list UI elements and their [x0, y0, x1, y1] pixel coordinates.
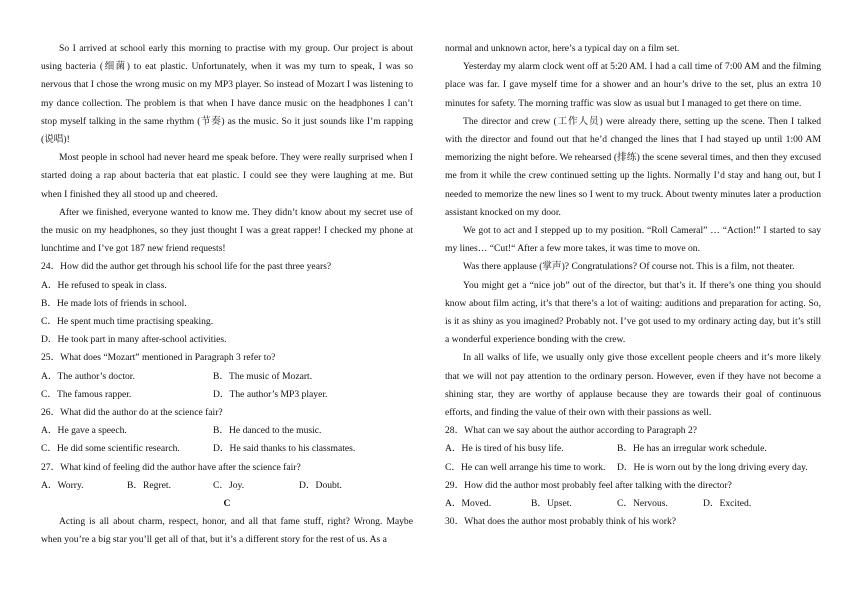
option: C．He spent much time practising speaking.	[41, 316, 214, 328]
option: B．The music of Mozart.	[213, 370, 313, 382]
question-30: 30．What does the author most probably think of his work?	[445, 516, 677, 528]
options-row	[445, 495, 821, 513]
options-row	[41, 422, 413, 440]
option: D．Doubt.	[299, 479, 342, 491]
question-27: 27．What kind of feeling did the author have after the science fair?	[41, 461, 301, 473]
options-row	[41, 477, 413, 495]
paragraph: normal and unknown actor, here’s a typical day on a film set.	[445, 43, 680, 54]
option: A．Moved.	[445, 498, 492, 510]
question-28: 28．What can we say about the author according to Paragraph 2?	[445, 425, 698, 437]
question-29: 29．How did the author most probably feel after talking with the director?	[445, 479, 732, 491]
option: C．Nervous.	[617, 498, 668, 510]
paragraph: Was there applause (掌声)? Congratulations? Of course not. This is a film, not theater.	[463, 261, 795, 273]
paragraph: In all walks of life, we usually only give those excellent people cheers and it’s more likely that we will not pay attention to the ordinary person. However, even if they have not become a shining star, they are worthy of applause because they are towards their goal of continuous efforts, and finding the value of their own with their passions as well.	[445, 352, 821, 419]
paragraph: You might get a “nice job” out of the director, but that’s it. If there’s one thing you should know about film acting, it’s that there’s a lot of waiting: auditions and preparation for acting. So, is it as shiny as you imagined? Probably not. I’ve got used to my ordinary acting day, but it’s still a wonderful experience bonding with the crew.	[445, 279, 821, 346]
option: B．Upset.	[531, 498, 572, 510]
option: C．Joy.	[213, 479, 245, 491]
options-row	[445, 440, 821, 458]
section-heading: C	[223, 498, 231, 510]
paragraph: Acting is all about charm, respect, honor, and all that fame stuff, right? Wrong. Maybe when you’re a big star you’ll get all of that, but it’s a different story for the rest of us. As a	[41, 516, 413, 546]
option: C．He did some scientific research.	[41, 443, 180, 455]
option: A．He is tired of his busy life.	[445, 443, 564, 455]
option: C．The famous rapper.	[41, 388, 132, 400]
option: A．He gave a speech.	[41, 425, 127, 437]
option: B．He made lots of friends in school.	[41, 297, 187, 309]
question-24: 24．How did the author get through his school life for the past three years?	[41, 261, 332, 273]
paragraph: The director and crew (工作人员) were already there, setting up the scene. Then I talked with the director and found out that he’d changed the lines that I had stayed up until 1:00 AM memorizing the night before. We rehearsed (排练) the scene several times, and then they excused me from it while the crew continued setting up the lights. Normally I’d stay and hang out, but I needed to memorize the new lines so I went to my truck. About twenty minutes later a production assistant knocked on my door.	[445, 115, 821, 218]
option: D．He is worn out by the long driving every day.	[617, 461, 808, 473]
options-row	[41, 386, 413, 404]
option: C．He can well arrange his time to work.	[445, 461, 606, 473]
option: D．Excited.	[703, 498, 752, 510]
paragraph: Most people in school had never heard me speak before. They were really surprised when I started doing a rap about bacteria that eat plastic. I could see they were laughing at me. But when I finished they all stood up and cheered.	[41, 152, 413, 200]
paragraph: Yesterday my alarm clock went off at 5:20 AM. I had a call time of 7:00 AM and the filming place was far. I gave myself time for a shower and an hour’s drive to the set, plus an extra 10 minutes for safety. The morning traffic was slow as usual but I managed to get there on time.	[445, 61, 821, 109]
options-row	[445, 459, 821, 477]
question-25: 25．What does “Mozart” mentioned in Paragraph 3 refer to?	[41, 352, 276, 364]
option: A．The author’s doctor.	[41, 370, 135, 382]
options-row	[41, 368, 413, 386]
paragraph: After we finished, everyone wanted to know me. They didn’t know about my secret use of the music on my headphones, so they just thought I was a great rapper! I checked my phone at lunchtime and I’ve got 187 new friend requests!	[41, 206, 413, 255]
left-column	[41, 40, 413, 550]
option: D．He said thanks to his classmates.	[213, 443, 356, 455]
question-26: 26．What did the author do at the science fair?	[41, 407, 223, 419]
option: B．Regret.	[127, 479, 171, 491]
right-column	[445, 40, 821, 531]
option: D．He took part in many after-school activities.	[41, 334, 227, 346]
paragraph: We got to act and I stepped up to my position. “Roll Cameral” … “Action!” I started to say my lines… “Cut!“ After a few more takes, it was time to move on.	[445, 225, 821, 255]
option: B．He danced to the music.	[213, 425, 322, 437]
option: D．The author’s MP3 player.	[213, 388, 328, 400]
option: A．He refused to speak in class.	[41, 279, 167, 291]
option: B．He has an irregular work schedule.	[617, 443, 767, 455]
paragraph: So I arrived at school early this morning to practise with my group. Our project is about using bacteria (细菌) to eat plastic. Unfortunately, when it was my turn to speak, I was so nervous that I chose the wrong music on my MP3 player. So instead of Mozart I was listening to my dance collection. The problem is that when I have dance music on the headphones I can’t stop myself talking in the same rhythm (节奏) as the music. So it just sounds like I’m rapping (说唱)!	[41, 43, 413, 146]
options-row	[41, 440, 413, 458]
option: A．Worry.	[41, 479, 84, 491]
